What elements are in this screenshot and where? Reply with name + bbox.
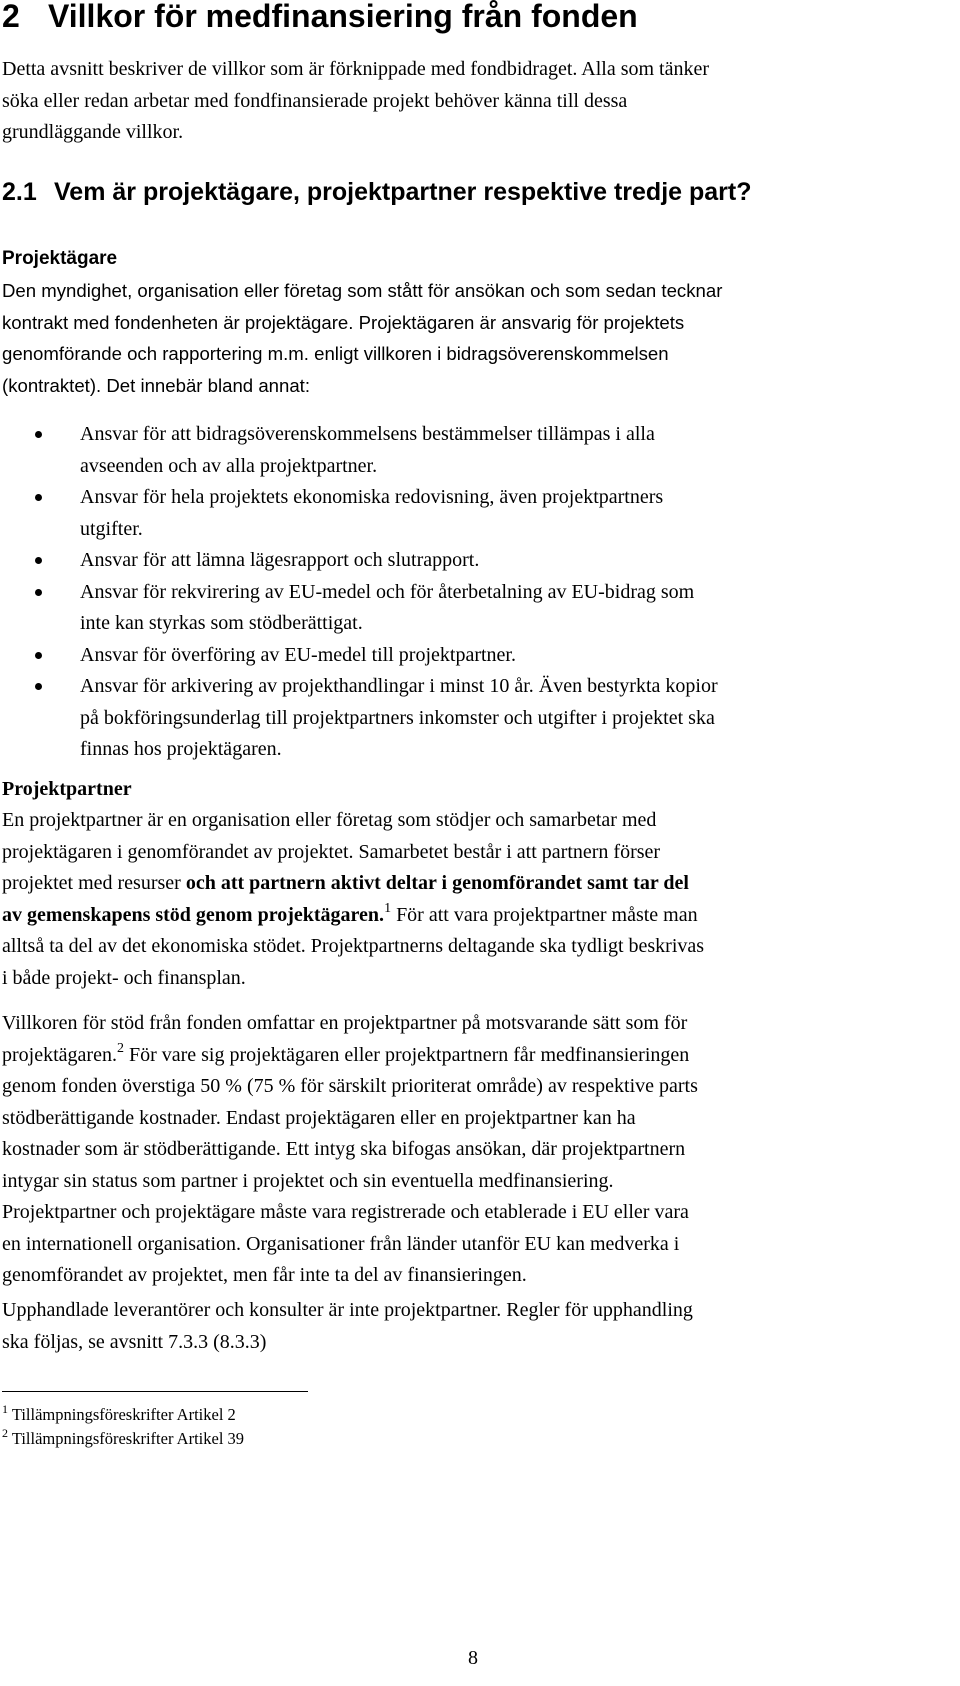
footnote-ref: 2 xyxy=(116,1040,124,1056)
conditions-paragraph: Villkoren för stöd från fonden omfattar en projektpartner på motsvarande sätt som för projektägaren.$^2$ För vare sig projektägaren eller projektpartnern får medfinansieringen genom fonden överstiga 50 % (75 % för särskilt prioriterat område) av respektive parts stödberättigande kostnader. Endast projektägaren eller en projektpartner kan ha kostnader som är stödberättigande. Ett intyg ska bifogas ansökan, där projektpartnern intygar sin status som partner i projektet och sin eventuella medfinansiering. Projektpartner och projektägare måste vara registrerade och etablerade i EU eller vara en internationell organisation. Organisationer från länder utanför EU kan medverka i genomförandet av projektet, men får inte ta del av finansieringen. xyxy=(2,1012,698,1286)
bold-emphasis: av gemenskapens stöd genom projektägaren. xyxy=(2,903,385,926)
partner-subheading: Projektpartner xyxy=(2,778,132,800)
list-item: Ansvar för överföring av EU-medel till projektpartner. xyxy=(0,640,950,672)
owner-line: kontrakt med fondenheten är projektägare. Projektägaren är ansvarig för projektets xyxy=(2,311,685,333)
section-title: Villkor för medfinansiering från fonden xyxy=(48,0,638,34)
footnote: $^1$ Tillämpningsföreskrifter Artikel 2 xyxy=(2,1402,236,1424)
intro-line: Detta avsnitt beskriver de villkor som är förknippade med fondbidraget. Alla som tänker xyxy=(2,58,710,80)
subsection-title: Vem är projektägare, projektpartner respektive tredje part? xyxy=(54,178,752,206)
footnote-ref: 1 xyxy=(384,900,392,916)
owner-line: genomförande och rapportering m.m. enligt villkoren i bidragsöverenskommelsen xyxy=(2,343,669,364)
owner-paragraph xyxy=(2,275,954,401)
list-item: Ansvar för att lämna lägesrapport och slutrapport. xyxy=(0,545,950,577)
owner-subheading: Projektägare xyxy=(2,248,118,269)
section-number: 2 xyxy=(2,0,20,34)
bullet-icon xyxy=(35,431,42,438)
bullet-icon xyxy=(35,589,42,596)
subsection-number: 2.1 xyxy=(2,178,37,206)
footnote-separator xyxy=(2,1391,308,1392)
list-item: Ansvar för arkivering av projekthandlingar i minst 10 år. Även bestyrkta kopior på bokföringsunderlag till projektpartners inkomster och utgifter i projektet ska finnas hos projektägaren. xyxy=(0,671,950,766)
bullet-icon xyxy=(35,557,42,564)
bullet-icon xyxy=(35,652,42,659)
subsection-heading xyxy=(2,176,952,208)
intro-paragraph xyxy=(2,54,954,149)
owner-line: (kontraktet). Det innebär bland annat: xyxy=(2,374,311,396)
intro-line: söka eller redan arbetar med fondfinansierade projekt behöver känna till dessa xyxy=(2,89,628,112)
bullet-icon xyxy=(35,683,42,690)
intro-line: grundläggande villkor. xyxy=(2,121,184,143)
bold-emphasis: och att partnern aktivt deltar i genomförandet samt tar del xyxy=(185,872,689,894)
list-item: Ansvar för att bidragsöverenskommelsens bestämmelser tillämpas i alla avseenden och av alla projektpartner. xyxy=(0,419,950,482)
partner-paragraph: En projektpartner är en organisation eller företag som stödjer och samarbetar med projektägaren i genomförandet av projektet. Samarbetet består i att partnern förser projektet med resurser och att partnern aktivt deltar i genomförandet samt tar del av gemenskapens stöd genom projektägaren.$^1$ För att vara projektpartner måste man alltså ta del av det ekonomiska stödet. Projektpartnerns deltagande ska tydligt beskrivas i både projekt- och finansplan. xyxy=(2,809,705,989)
responsibility-list xyxy=(0,419,950,766)
suppliers-paragraph: Upphandlade leverantörer och konsulter är inte projektpartner. Regler för upphandling ska följas, se avsnitt 7.3.3 (8.3.3) xyxy=(2,1299,693,1353)
bullet-icon xyxy=(35,494,42,501)
footnote: $^2$ Tillämpningsföreskrifter Artikel 39 xyxy=(2,1426,245,1448)
section-heading xyxy=(2,0,952,36)
list-item: Ansvar för rekvirering av EU-medel och för återbetalning av EU-bidrag som inte kan styrkas som stödberättigat. xyxy=(0,577,950,640)
list-item: Ansvar för hela projektets ekonomiska redovisning, även projektpartners utgifter. xyxy=(0,482,950,545)
owner-line: Den myndighet, organisation eller företag som stått för ansökan och som sedan tecknar xyxy=(2,280,723,301)
page-number: 8 xyxy=(468,1647,478,1669)
